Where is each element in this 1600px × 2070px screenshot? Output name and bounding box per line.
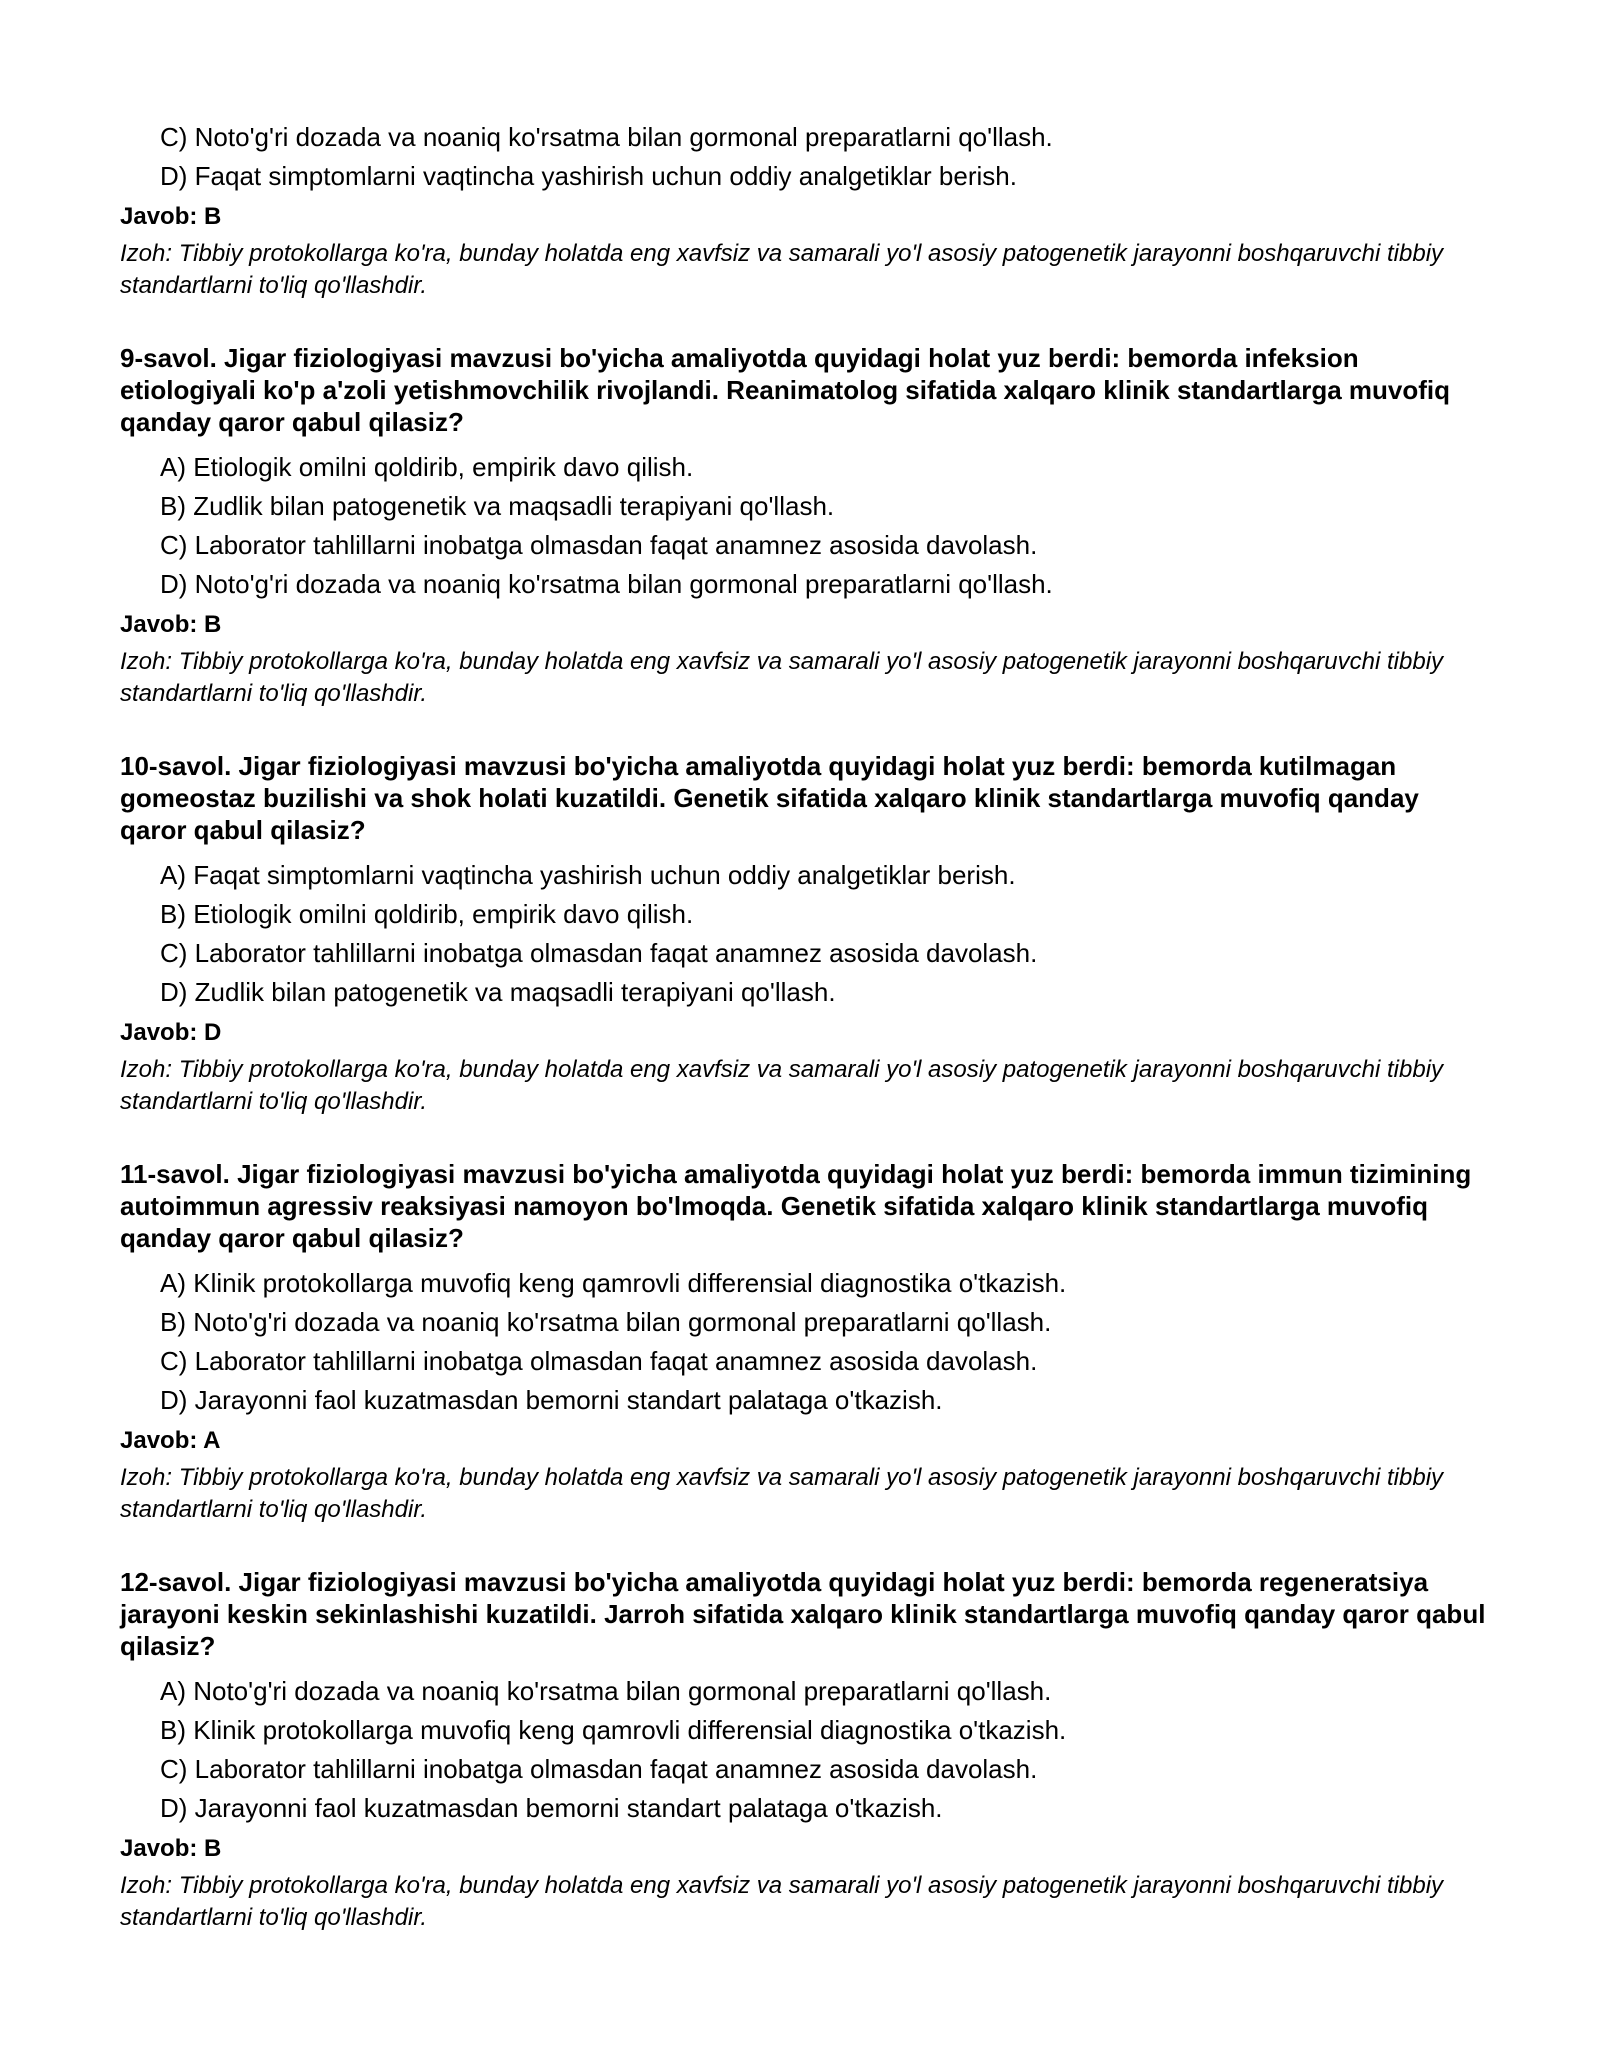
carryover-block (120, 118, 1490, 302)
question-block (120, 342, 1490, 710)
answer-option: A) Faqat simptomlarni vaqtincha yashirish uchun oddiy analgetiklar berish. (160, 860, 1016, 890)
answer-option: D) Jarayonni faol kuzatmasdan bemorni standart palataga o'tkazish. (160, 1793, 943, 1823)
question-block (120, 1566, 1490, 1934)
question-block (120, 750, 1490, 1118)
explanation-note: Izoh: Tibbiy protokollarga ko'ra, bunday holatda eng xavfsiz va samarali yo'l asosiy patogenetik jarayonni boshqaruvchi tibbiy standartlarni to'liq qo'llashdir. (120, 1056, 1444, 1115)
answer-option: C) Laborator tahlillarni inobatga olmasdan faqat anamnez asosida davolash. (160, 1346, 1038, 1376)
question-text: 11-savol. Jigar fiziologiyasi mavzusi bo'yicha amaliyotda quyidagi holat yuz berdi: bemorda immun tizimining autoimmun agressiv reaksiyasi namoyon bo'lmoqda. Genetik sifatida xalqaro klinik standartlarga muvofiq qanday qaror qabul qilasiz? (120, 1159, 1472, 1253)
answer-option: C) Laborator tahlillarni inobatga olmasdan faqat anamnez asosida davolash. (160, 938, 1038, 968)
explanation-note: Izoh: Tibbiy protokollarga ko'ra, bunday holatda eng xavfsiz va samarali yo'l asosiy patogenetik jarayonni boshqaruvchi tibbiy standartlarni to'liq qo'llashdir. (120, 240, 1444, 299)
answer-option: A) Noto'g'ri dozada va noaniq ko'rsatma bilan gormonal preparatlarni qo'llash. (160, 1676, 1052, 1706)
answer-option: C) Laborator tahlillarni inobatga olmasdan faqat anamnez asosida davolash. (160, 1754, 1038, 1784)
answer-option: B) Zudlik bilan patogenetik va maqsadli terapiyani qo'llash. (160, 491, 835, 521)
answer-option: C) Laborator tahlillarni inobatga olmasdan faqat anamnez asosida davolash. (160, 530, 1038, 560)
question-block (120, 1158, 1490, 1526)
answer-option: A) Klinik protokollarga muvofiq keng qamrovli differensial diagnostika o'tkazish. (160, 1268, 1067, 1298)
correct-answer: Javob: A (120, 1427, 221, 1454)
answer-option: C) Noto'g'ri dozada va noaniq ko'rsatma bilan gormonal preparatlarni qo'llash. (160, 122, 1053, 152)
answer-option: B) Noto'g'ri dozada va noaniq ko'rsatma bilan gormonal preparatlarni qo'llash. (160, 1307, 1052, 1337)
correct-answer: Javob: D (120, 1019, 222, 1046)
answer-option: D) Jarayonni faol kuzatmasdan bemorni standart palataga o'tkazish. (160, 1385, 943, 1415)
question-text: 12-savol. Jigar fiziologiyasi mavzusi bo'yicha amaliyotda quyidagi holat yuz berdi: bemorda regeneratsiya jarayoni keskin sekinlashishi kuzatildi. Jarroh sifatida xalqaro klinik standartlarga muvofiq qanday qaror qabul qilasiz? (120, 1567, 1486, 1661)
explanation-note: Izoh: Tibbiy protokollarga ko'ra, bunday holatda eng xavfsiz va samarali yo'l asosiy patogenetik jarayonni boshqaruvchi tibbiy standartlarni to'liq qo'llashdir. (120, 1464, 1444, 1523)
correct-answer: Javob: B (120, 203, 222, 230)
question-text: 10-savol. Jigar fiziologiyasi mavzusi bo'yicha amaliyotda quyidagi holat yuz berdi: bemorda kutilmagan gomeostaz buzilishi va shok holati kuzatildi. Genetik sifatida xalqaro klinik standartlarga muvofiq qanday qaror qabul qilasiz? (120, 751, 1419, 845)
answer-option: D) Zudlik bilan patogenetik va maqsadli terapiyani qo'llash. (160, 977, 836, 1007)
question-text: 9-savol. Jigar fiziologiyasi mavzusi bo'yicha amaliyotda quyidagi holat yuz berdi: bemorda infeksion etiologiyali ko'p a'zoli yetishmovchilik rivojlandi. Reanimatolog sifatida xalqaro klinik standartlarga muvofiq qanday qaror qabul qilasiz? (120, 343, 1451, 437)
correct-answer: Javob: B (120, 611, 222, 638)
explanation-note: Izoh: Tibbiy protokollarga ko'ra, bunday holatda eng xavfsiz va samarali yo'l asosiy patogenetik jarayonni boshqaruvchi tibbiy standartlarni to'liq qo'llashdir. (120, 1872, 1444, 1931)
answer-option: D) Noto'g'ri dozada va noaniq ko'rsatma bilan gormonal preparatlarni qo'llash. (160, 569, 1053, 599)
answer-option: A) Etiologik omilni qoldirib, empirik davo qilish. (160, 452, 694, 482)
answer-option: B) Klinik protokollarga muvofiq keng qamrovli differensial diagnostika o'tkazish. (160, 1715, 1067, 1745)
explanation-note: Izoh: Tibbiy protokollarga ko'ra, bunday holatda eng xavfsiz va samarali yo'l asosiy patogenetik jarayonni boshqaruvchi tibbiy standartlarni to'liq qo'llashdir. (120, 648, 1444, 707)
answer-option: B) Etiologik omilni qoldirib, empirik davo qilish. (160, 899, 694, 929)
answer-option: D) Faqat simptomlarni vaqtincha yashirish uchun oddiy analgetiklar berish. (160, 161, 1017, 191)
correct-answer: Javob: B (120, 1835, 222, 1862)
document-page (120, 118, 1490, 1934)
